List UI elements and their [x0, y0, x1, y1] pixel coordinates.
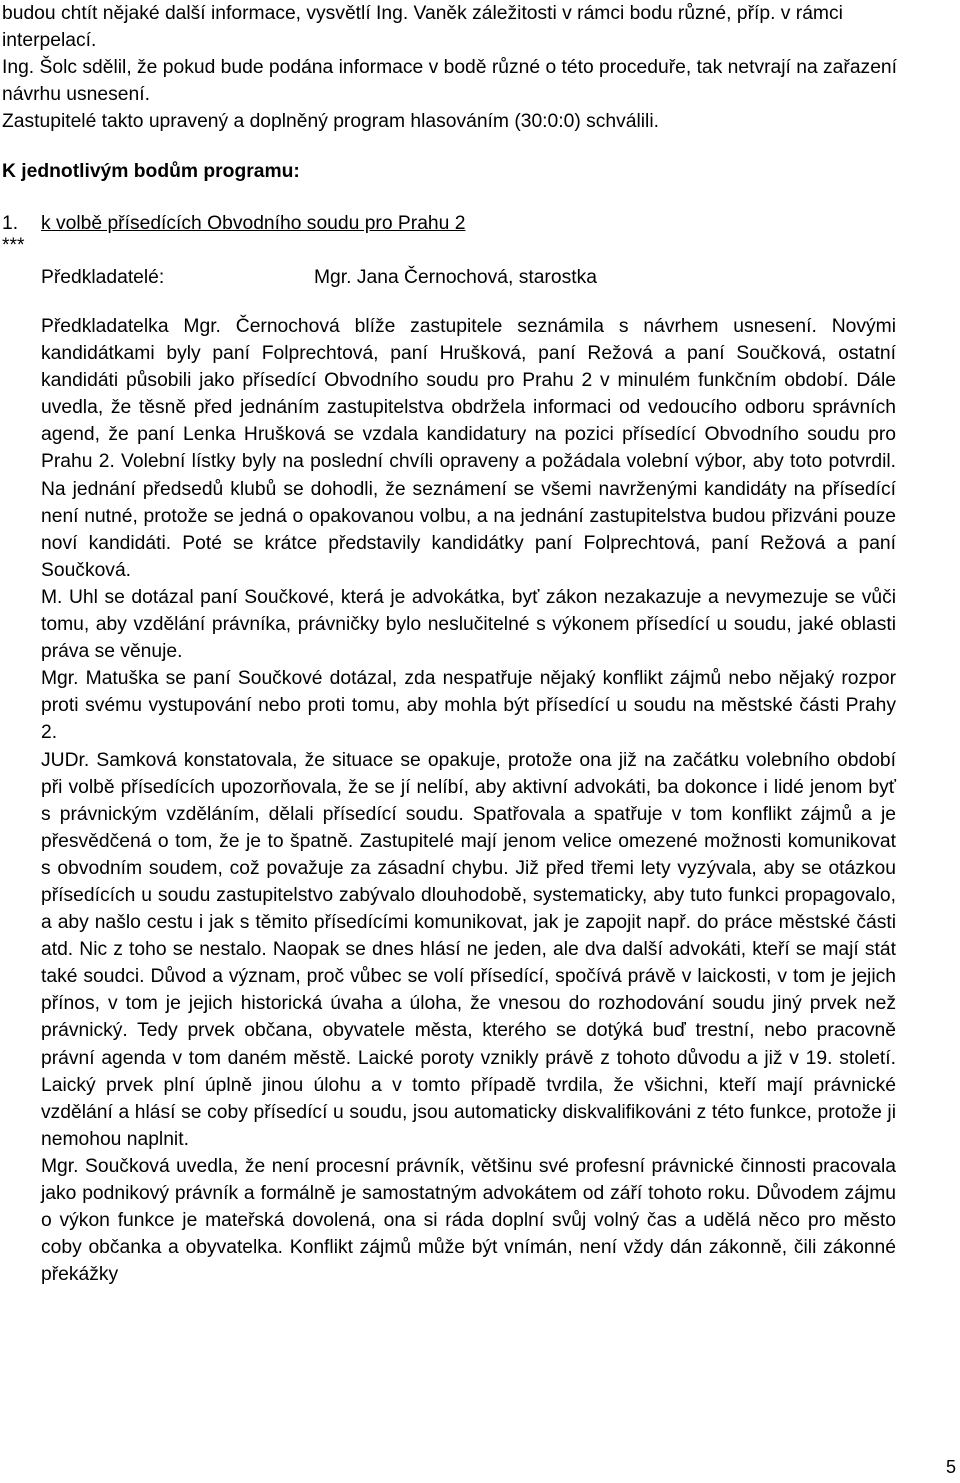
- page-number: 5: [945, 1457, 956, 1477]
- item-separator: ***: [2, 235, 25, 256]
- discussion-paragraph: JUDr. Samková konstatovala, že situace se opakuje, protože ona již na začátku volebního období při volbě přísedících upozorňovala, že se jí nelíbí, aby aktivní advokáti, ba dokonce i lidé jenom byť s právnickým vzděláním, dělali přísedící soudu. Spatřovala a spatřuje v tom konflikt zájmů a je přesvědčená o tom, že je to špatně. Zastupitelé mají jenom velice omezené možnosti komunikovat s obvodním soudem, což považuje za zásadní chybu. Již před třemi lety vyzývala, aby se otázkou přísedících u soudu zastupitelstvo zabývalo dlouhodobě, systematicky, aby tuto funkci propagovalo, a aby našlo cestu i jak s těmito přísedícími komunikovat, jak je zapojit např. do práce městské části atd. Nic z toho se nestalo. Naopak se dnes hlásí ne jeden, ale dva další advokáti, kteří se mají stát také soudci. Důvod a význam, proč vůbec se volí přísedící, spočívá právě v laickosti, v tom je jejich přínos, v tom je jejich historická úvaha a úloha, že vnesou do rozhodování soudu jiný prvek než právnický. Tedy prvek občana, obyvatele města, kterého se dotýká buď trestní, nebo pracovně právní agenda v tom daném městě. Laické poroty vznikly právě z tohoto důvodu a již v 19. století. Laický prvek plní úplně jinou úlohu a v tomto případě tvrdila, že všichni, kteří mají právnické vzdělání a hlásí se coby přísedící u soudu, jsou automaticky diskvalifikováni z této funkce, protože ji nemohou naplnit.: [41, 749, 896, 1150]
- intro-text: [2, 0, 922, 135]
- intro-paragraph: Ing. Šolc sdělil, že pokud bude podána informace v bodě různé o této proceduře, tak netvrají na zařazení návrhu usnesení.: [2, 57, 897, 105]
- intro-paragraph: Zastupitelé takto upravený a doplněný program hlasováním (30:0:0) schválili.: [2, 111, 659, 132]
- section-heading: K jednotlivým bodům programu:: [2, 161, 300, 182]
- item-title: k volbě přísedících Obvodního soudu pro Prahu 2: [41, 213, 466, 234]
- discussion-paragraph: Mgr. Součková uvedla, že není procesní právník, většinu své profesní právnické činnosti pracovala jako podnikový právník a formálně je samostatným advokátem od září tohoto roku. Důvodem zájmu o výkon funkce je mateřská dovolená, ona si ráda doplní svůj volný čas a udělá něco pro město coby občanka a obyvatelka. Konflikt zájmů může být vnímán, není vždy dán zákonně, čili zákonné překážky: [41, 1155, 896, 1286]
- item-discussion: [41, 313, 896, 1288]
- proposer-value: Mgr. Jana Černochová, starostka: [314, 267, 597, 288]
- discussion-paragraph: M. Uhl se dotázal paní Součkové, která je advokátka, byť zákon nezakazuje a nevymezuje se vůči tomu, aby vzdělání právníka, právničky bylo neslučitelné s výkonem přísedící u soudu, jaké oblasti práva se věnuje.: [41, 586, 896, 663]
- intro-paragraph: budou chtít nějaké další informace, vysvětlí Ing. Vaněk záležitosti v rámci bodu různé, příp. v rámci interpelací.: [2, 3, 843, 51]
- discussion-paragraph: Mgr. Matuška se paní Součkové dotázal, zda nespatřuje nějaký konflikt zájmů nebo nějaký rozpor proti svému vystupování nebo proti tomu, aby mohla být přísedící u soudu na městské části Prahy 2.: [41, 668, 896, 744]
- proposer-label: Předkladatelé:: [41, 267, 165, 288]
- discussion-paragraph: Předkladatelka Mgr. Černochová blíže zastupitele seznámila s návrhem usnesení. Novými kandidátkami byly paní Folprechtová, paní Hrušková, paní Režová a paní Součková, ostatní kandidáti působili jako přísedící Obvodního soudu pro Prahu 2 v minulém funkčním období. Dále uvedla, že těsně před jednáním zastupitelstva obdržela informaci od vedoucího odboru správních agend, že paní Lenka Hrušková se vzdala kandidatury na pozici přísedící Obvodního soudu pro Prahu 2. Volební lístky byly na poslední chvíli opraveny a požádala volební výbor, aby toto potvrdil. Na jednání předsedů klubů se dohodli, že seznámení se všemi navrženými kandidáty na přísedící není nutné, protože se jedná o opakovanou volbu, a na jednání zastupitelstva budou přizváni pouze noví kandidáti. Poté se krátce představily kandidátky paní Folprechtová, paní Režová a paní Součková.: [41, 316, 896, 581]
- item-number: 1.: [2, 213, 19, 234]
